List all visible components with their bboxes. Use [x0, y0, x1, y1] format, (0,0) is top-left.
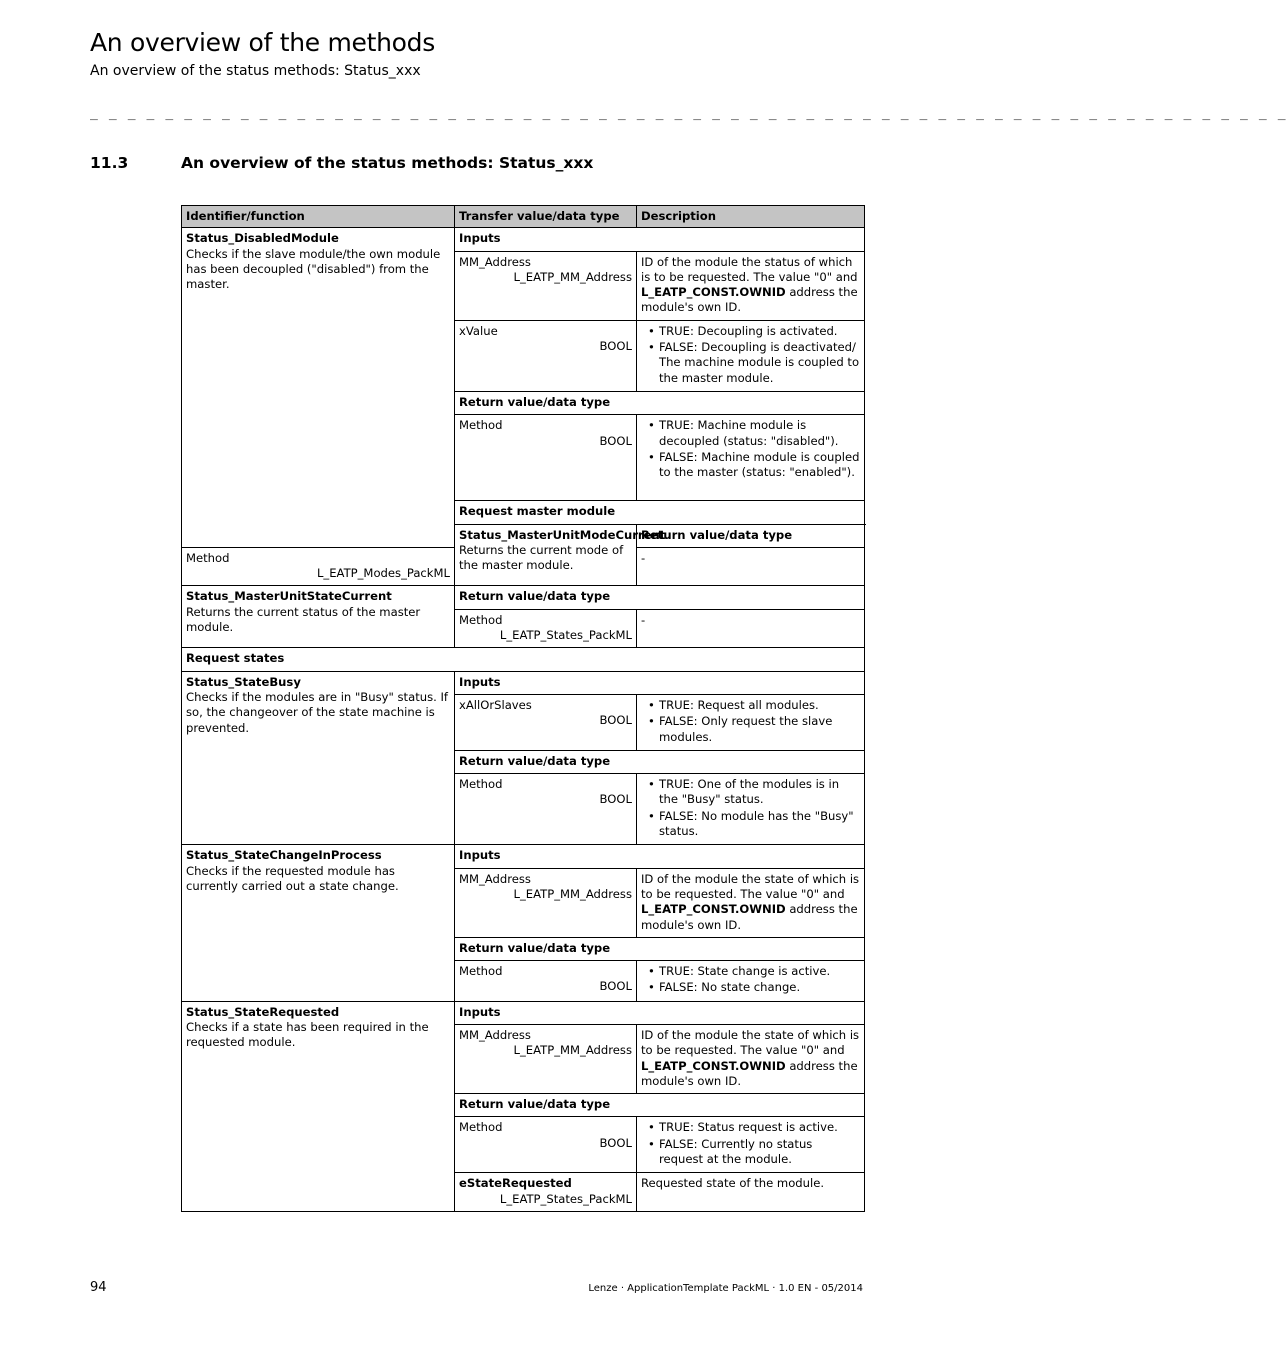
return-cell: [455, 1173, 637, 1212]
table-header-row: [182, 206, 865, 228]
document-info: Lenze · ApplicationTemplate PackML · 1.0 EN - 05/2014: [588, 1283, 863, 1294]
param-description: ID of the module the state of which is to be requested. The value "0" and L_EATP_CONST.OWNID address the module's own ID.: [637, 1024, 865, 1093]
param-name: xValue: [459, 323, 498, 338]
table-row: [182, 671, 865, 694]
header-identifier: Identifier/function: [182, 206, 455, 228]
return-label: Return value/data type: [637, 524, 865, 547]
method-description: Returns the current status of the master module.: [186, 604, 421, 635]
return-description: [637, 1117, 865, 1173]
return-type: BOOL: [599, 792, 632, 807]
return-type: BOOL: [599, 433, 632, 448]
list-item: • TRUE: One of the modules is in the "Busy" status.: [641, 777, 860, 808]
return-description: -: [637, 609, 865, 648]
method-cell: [182, 228, 455, 548]
table-row: [182, 845, 865, 868]
return-type: L_EATP_Modes_PackML: [316, 566, 450, 581]
status-methods-table: [181, 205, 865, 1212]
param-cell: [455, 868, 637, 937]
return-label: Return value/data type: [455, 586, 865, 609]
group-heading: Request master module: [455, 501, 865, 524]
return-description: [637, 961, 865, 1002]
return-label: Return value/data type: [455, 937, 865, 960]
method-cell: [182, 845, 455, 1001]
return-description: -: [637, 547, 865, 586]
return-cell: [455, 961, 637, 1002]
param-name: xAllOrSlaves: [459, 697, 532, 712]
return-name: Method: [186, 550, 230, 565]
list-item: • FALSE: Only request the slave modules.: [641, 714, 860, 745]
inputs-label: Inputs: [455, 845, 865, 868]
return-name: Method: [459, 777, 503, 792]
param-type: BOOL: [599, 339, 632, 354]
param-name: MM_Address: [459, 1027, 531, 1042]
param-description: [637, 694, 865, 750]
section-title: An overview of the status methods: Status_xxx: [181, 154, 594, 172]
method-name: Status_DisabledModule: [186, 231, 339, 246]
method-name: Status_MasterUnitStateCurrent: [186, 589, 392, 604]
param-type: L_EATP_MM_Address: [513, 1043, 632, 1058]
method-description: Checks if a state has been required in the requested module.: [186, 1019, 429, 1050]
param-cell: [455, 320, 637, 391]
return-cell: [455, 415, 637, 501]
return-type: BOOL: [599, 979, 632, 994]
return-name: Method: [459, 964, 503, 979]
list-item: • FALSE: No state change.: [641, 980, 860, 995]
method-cell: [182, 671, 455, 845]
header-description: Description: [637, 206, 865, 228]
list-item: • TRUE: State change is active.: [641, 964, 860, 979]
return-description: [637, 415, 865, 501]
return-label: Return value/data type: [455, 750, 865, 773]
param-cell: [455, 251, 637, 320]
return-cell: [455, 774, 637, 845]
list-item: • FALSE: No module has the "Busy" status.: [641, 809, 860, 840]
page-number: 94: [90, 1280, 107, 1295]
param-cell: [455, 694, 637, 750]
method-name: Status_StateRequested: [186, 1004, 340, 1019]
page-title: An overview of the methods: [90, 28, 435, 57]
return-label: Return value/data type: [455, 391, 865, 414]
method-description: Returns the current mode of the master module.: [459, 542, 624, 573]
param-name: MM_Address: [459, 871, 531, 886]
method-cell: [182, 586, 455, 648]
group-heading: Request states: [182, 648, 865, 671]
list-item: • FALSE: Decoupling is deactivated/ The machine module is coupled to the master module.: [641, 340, 860, 386]
param-cell: [455, 1024, 637, 1093]
list-item: • TRUE: Machine module is decoupled (status: "disabled").: [641, 418, 860, 449]
return-description: [637, 774, 865, 845]
return-cell: [182, 547, 455, 586]
return-label: Return value/data type: [455, 1094, 865, 1117]
inputs-label: Inputs: [455, 228, 865, 251]
param-description: [637, 320, 865, 391]
param-type: L_EATP_MM_Address: [513, 886, 632, 901]
return-name: Method: [459, 418, 503, 433]
header-divider: _ _ _ _ _ _ _ _ _ _ _ _ _ _ _ _ _ _ _ _ _ _ _ _ _ _ _ _ _ _ _ _ _ _ _ _ _ _ _ _ _ _ _ _ _ _ _ _ _ _ _ _ _ _ _ _ _ _ _ _ _ _ _ _: [90, 106, 1287, 121]
param-type: L_EATP_MM_Address: [513, 269, 632, 284]
param-name: MM_Address: [459, 254, 531, 269]
method-cell: [182, 1001, 455, 1211]
list-item: • TRUE: Status request is active.: [641, 1120, 860, 1135]
table-row: [182, 228, 865, 251]
table-row: [182, 648, 865, 671]
method-description: Checks if the requested module has currently carried out a state change.: [186, 863, 399, 893]
param-description: ID of the module the status of which is to be requested. The value "0" and L_EATP_CONST.OWNID address the module's own ID.: [637, 251, 865, 320]
method-name: Status_StateChangeInProcess: [186, 848, 382, 863]
return-description: Requested state of the module.: [637, 1173, 865, 1212]
header-transfer-value: Transfer value/data type: [455, 206, 637, 228]
method-description: Checks if the modules are in "Busy" status. If so, the changeover of the state machine is prevented.: [186, 689, 449, 735]
param-type: BOOL: [599, 713, 632, 728]
return-type: L_EATP_States_PackML: [499, 628, 632, 643]
section-number: 11.3: [90, 154, 129, 172]
param-description: ID of the module the state of which is to be requested. The value "0" and L_EATP_CONST.OWNID address the module's own ID.: [637, 868, 865, 937]
method-description: Checks if the slave module/the own module has been decoupled ("disabled") from the master.: [186, 246, 441, 292]
list-item: • FALSE: Currently no status request at the module.: [641, 1137, 860, 1168]
page-subtitle: An overview of the status methods: Status_xxx: [90, 63, 421, 79]
return-type: BOOL: [599, 1135, 632, 1150]
inputs-label: Inputs: [455, 1001, 865, 1024]
return-cell: [455, 609, 637, 648]
method-cell: [455, 524, 666, 586]
method-name: Status_StateBusy: [186, 674, 301, 689]
return-name: eStateRequested: [459, 1176, 572, 1191]
inputs-label: Inputs: [455, 671, 865, 694]
list-item: • FALSE: Machine module is coupled to the master (status: "enabled").: [641, 450, 860, 481]
return-name: Method: [459, 612, 503, 627]
return-type: L_EATP_States_PackML: [499, 1191, 632, 1206]
method-name: Status_MasterUnitModeCurrent: [459, 527, 666, 542]
list-item: • TRUE: Decoupling is activated.: [641, 324, 860, 339]
table-row: [182, 586, 865, 609]
return-cell: [455, 1117, 637, 1173]
table-row: [182, 1001, 865, 1024]
list-item: • TRUE: Request all modules.: [641, 698, 860, 713]
return-name: Method: [459, 1120, 503, 1135]
